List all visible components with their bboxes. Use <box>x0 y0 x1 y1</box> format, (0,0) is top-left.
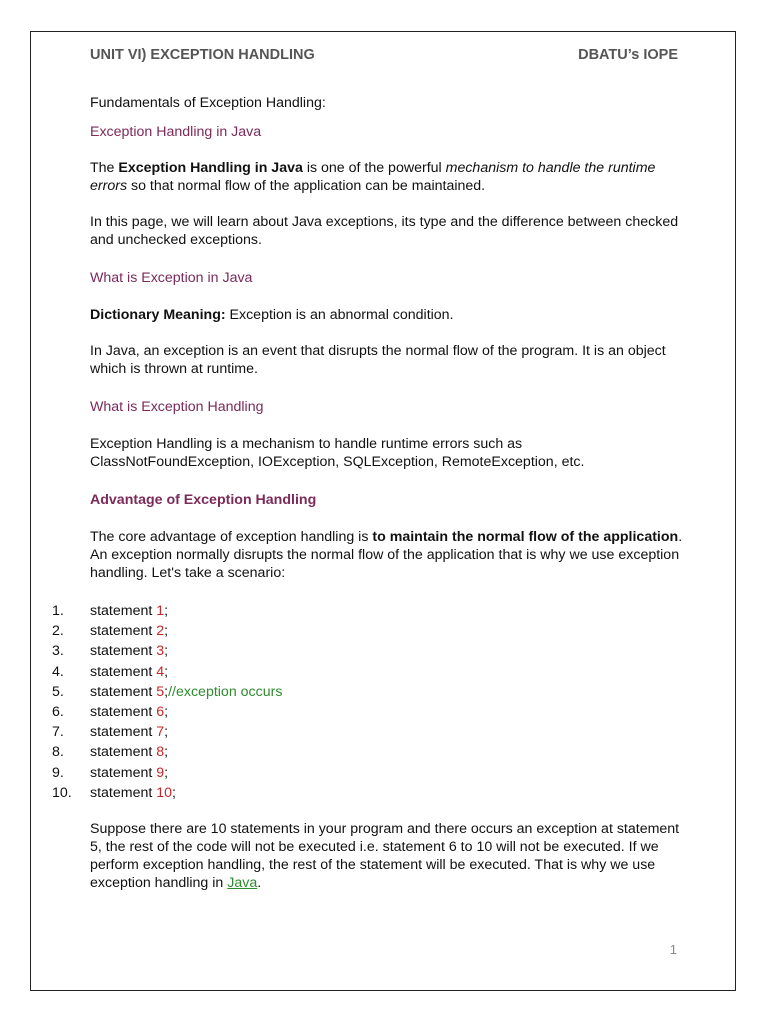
paragraph-scenario <box>90 820 685 892</box>
list-item <box>52 621 452 641</box>
semicolon: ; <box>164 724 169 741</box>
text-segment: so that normal flow of the application can be maintained. <box>127 178 486 194</box>
semicolon: ; <box>164 663 169 680</box>
statement-word: statement <box>90 764 157 781</box>
list-number: 4. <box>52 663 64 680</box>
statement-word: statement <box>90 643 157 660</box>
statement-value: 6 <box>156 704 165 721</box>
statement-word: statement <box>90 704 157 721</box>
paragraph-definition: In Java, an exception is an event that disrupts the normal flow of the program. It is an object which is thrown at runtime. <box>90 343 666 377</box>
header-institute: DBATU’s IOPE <box>578 47 678 63</box>
text-segment: . <box>257 875 262 891</box>
list-item <box>52 763 452 783</box>
list-number: 6. <box>52 704 64 721</box>
bold-term: to maintain the normal flow of the application <box>372 529 679 545</box>
statement-word: statement <box>90 784 157 801</box>
page-number: 1 <box>669 942 677 957</box>
code-comment: //exception occurs <box>168 683 283 700</box>
header-unit-title: UNIT VI) EXCEPTION HANDLING <box>90 47 315 63</box>
statement-value: 7 <box>156 724 165 741</box>
fundamentals-heading: Fundamentals of Exception Handling: <box>90 95 326 111</box>
heading-exception-handling-java: Exception Handling in Java <box>90 124 262 140</box>
semicolon: ; <box>164 623 169 640</box>
list-number: 8. <box>52 744 64 761</box>
list-item <box>52 682 452 702</box>
statement-value: 9 <box>156 764 165 781</box>
list-number: 1. <box>52 603 64 619</box>
paragraph-handling: Exception Handling is a mechanism to handle runtime errors such as ClassNotFoundException, IOException, SQLException, RemoteException, etc. <box>90 436 585 470</box>
list-number: 3. <box>52 643 64 660</box>
java-link[interactable]: Java <box>227 875 258 891</box>
paragraph-advantage <box>90 528 685 582</box>
statement-word: statement <box>90 603 157 619</box>
statement-value: 2 <box>156 623 165 640</box>
page-header <box>90 47 678 63</box>
heading-what-is-exception: What is Exception in Java <box>90 270 253 286</box>
statement-value: 5 <box>156 683 165 700</box>
semicolon: ; <box>172 784 176 801</box>
list-number: 2. <box>52 623 64 640</box>
list-number: 5. <box>52 683 64 700</box>
text-segment: The <box>90 160 119 176</box>
list-number: 7. <box>52 724 64 741</box>
statement-word: statement <box>90 724 157 741</box>
list-item <box>52 601 452 621</box>
document-content <box>90 94 685 582</box>
closing-content <box>90 820 685 892</box>
semicolon: ; <box>164 683 169 700</box>
italic-phrase: mechanism to handle the runtime errors <box>90 160 656 194</box>
text-segment: Suppose there are 10 statements in your program and there occurs an exception at statement 5, the rest of the code will not be executed i.e. statement 6 to 10 will not be executed. If we perform exception handling, the rest of the statement will be executed. That is why we use exception handling in <box>90 821 680 891</box>
paragraph-overview: In this page, we will learn about Java exceptions, its type and the difference between checked and unchecked exceptions. <box>90 214 679 248</box>
bold-term: Exception Handling in Java <box>118 160 303 176</box>
list-item <box>52 702 452 722</box>
semicolon: ; <box>164 704 169 721</box>
statement-value: 10 <box>156 784 173 801</box>
statement-value: 1 <box>156 603 165 619</box>
statement-value: 8 <box>156 744 165 761</box>
text-segment: is one of the powerful <box>302 160 446 176</box>
text-segment: . An exception normally disrupts the normal flow of the application that is why we use exception handling. Let's take a scenario: <box>90 529 683 581</box>
list-item <box>52 742 452 762</box>
statement-word: statement <box>90 744 157 761</box>
paragraph-dictionary <box>90 306 685 324</box>
heading-what-is-handling: What is Exception Handling <box>90 399 264 415</box>
list-item <box>52 783 452 803</box>
statement-word: statement <box>90 623 157 640</box>
list-number: 10. <box>52 784 72 801</box>
paragraph-intro <box>90 159 685 195</box>
statement-word: statement <box>90 663 157 680</box>
semicolon: ; <box>164 744 169 761</box>
list-number: 9. <box>52 764 64 781</box>
statement-value: 4 <box>156 663 165 680</box>
text-segment: Exception is an abnormal condition. <box>225 307 454 323</box>
text-segment: The core advantage of exception handling is <box>90 529 373 545</box>
semicolon: ; <box>164 643 169 660</box>
list-item <box>52 722 452 742</box>
semicolon: ; <box>164 764 169 781</box>
bold-term: Dictionary Meaning: <box>90 307 226 323</box>
heading-advantage: Advantage of Exception Handling <box>90 492 317 508</box>
list-item <box>52 662 452 682</box>
statement-value: 3 <box>156 643 165 660</box>
semicolon: ; <box>164 603 169 619</box>
statement-word: statement <box>90 683 157 700</box>
list-item <box>52 641 452 661</box>
statement-list <box>52 601 452 803</box>
